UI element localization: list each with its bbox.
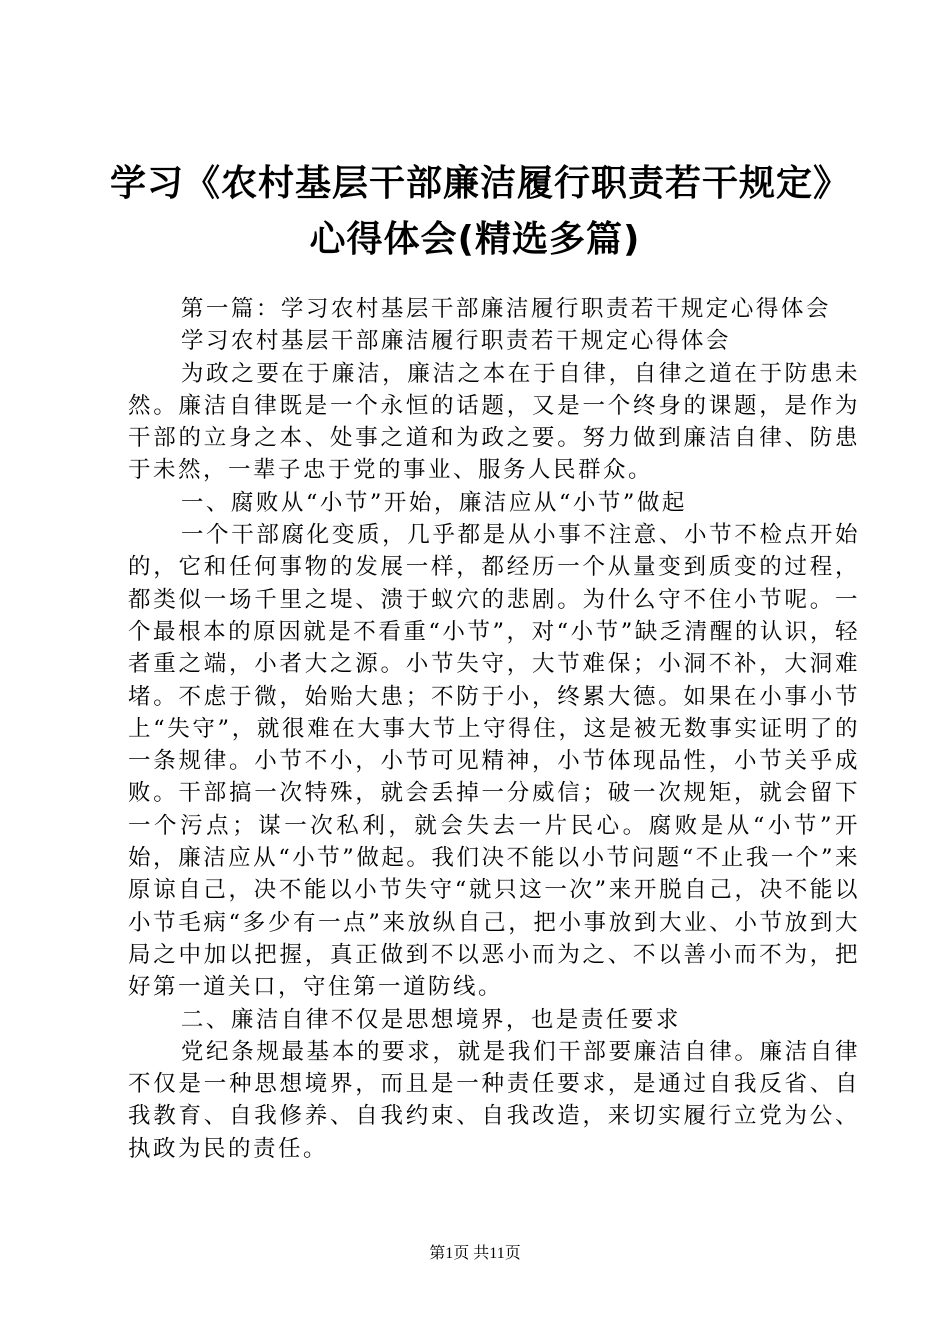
- section-heading-part1: 第一篇：学习农村基层干部廉洁履行职责若干规定心得体会: [180, 296, 831, 322]
- paragraph: 一个干部腐化变质，几乎都是从小事不注意、小节不检点开始的，它和任何事物的发展一样，都经历一个从量变到质变的过程，都类似一场千里之堤、溃于蚁穴的悲剧。为什么守不住小节呢。一个最根本的原因就是不看重“小节”，对“小节”缺乏清醒的认识，轻者重之端，小者大之源。小节失守，大节难保；小洞不补，大洞难堵。不虑于微，始贻大患；不防于小，终累大德。如果在小事小节上“失守”，就很难在大事大节上守得住，这是被无数事实证明了的一条规律。小节不小，小节可见精神，小节体现品性，小节关乎成败。干部搞一次特殊，就会丢掉一分威信；破一次规矩，就会留下一个污点；谋一次私利，就会失去一片民心。腐败是从“小节”开始，廉洁应从“小节”做起。我们决不能以小节问题“不止我一个”来原谅自己，决不能以小节失守“就只这一次”来开脱自己，决不能以小节毛病“多少有一点”来放纵自己，把小事放到大业、小节放到大局之中加以把握，真正做到不以恶小而为之、不以善小而不为，把好第一道关口，守住第一道防线。: [128, 522, 860, 1001]
- paragraph: 为政之要在于廉洁，廉洁之本在于自律，自律之道在于防患未然。廉洁自律既是一个永恒的话题，又是一个终身的课题，是作为干部的立身之本、处事之道和为政之要。努力做到廉洁自律、防患于未然，一辈子忠于党的事业、服务人民群众。: [128, 360, 860, 484]
- page-footer: 第1页 共11页: [429, 1245, 521, 1262]
- section-heading: 二、廉洁自律不仅是思想境界，也是责任要求: [180, 1006, 681, 1033]
- document-body: [128, 293, 860, 1165]
- document-title-line1: 学习《农村基层干部廉洁履行职责若干规定》: [110, 163, 851, 204]
- paragraph: 党纪条规最基本的要求，就是我们干部要廉洁自律。廉洁自律不仅是一种思想境界，而且是一种责任要求，是通过自我反省、自我教育、自我修养、自我约束、自我改造，来切实履行立党为公、执政为民的责任。: [128, 1038, 860, 1162]
- section-heading: 一、腐败从“小节”开始，廉洁应从“小节”做起: [180, 489, 687, 516]
- article-subtitle: 学习农村基层干部廉洁履行职责若干规定心得体会: [180, 328, 731, 355]
- document-title-line2: 心得体会(精选多篇): [309, 219, 641, 260]
